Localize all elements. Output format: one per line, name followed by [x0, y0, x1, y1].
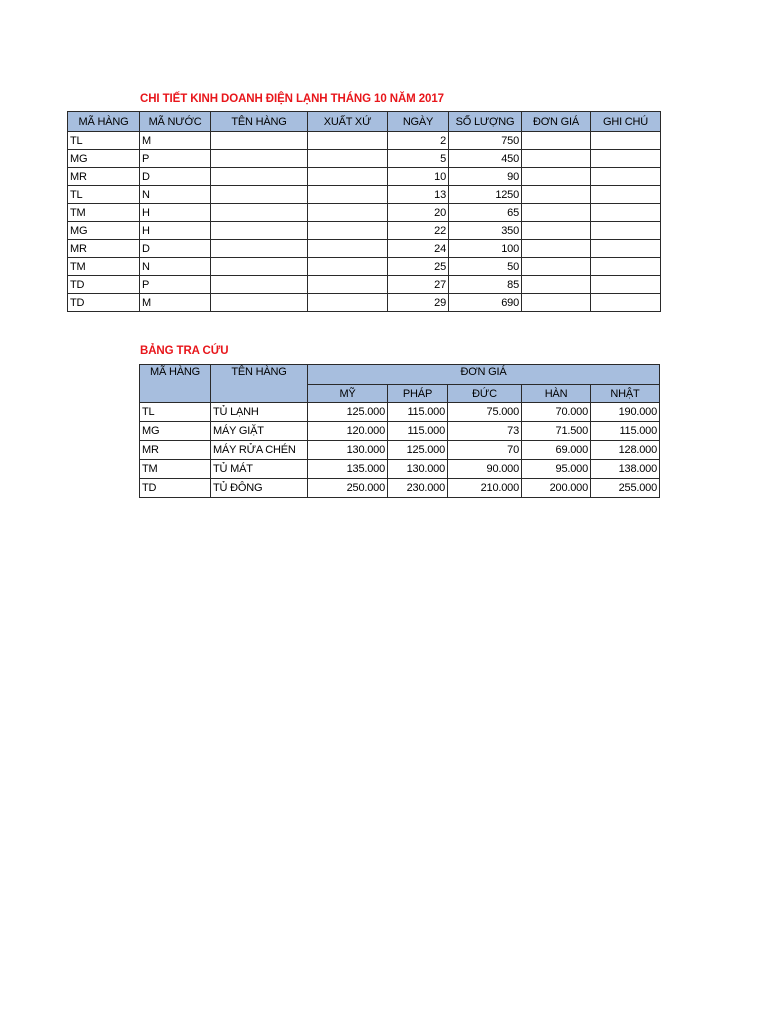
- cell-don-gia[interactable]: [522, 132, 591, 150]
- cell-ghi-chu[interactable]: [591, 240, 661, 258]
- lookup-header-duc[interactable]: ĐỨC: [448, 385, 522, 403]
- cell-don-gia[interactable]: [522, 204, 591, 222]
- cell-ten-hang[interactable]: [211, 168, 308, 186]
- cell-ten-hang[interactable]: [211, 186, 308, 204]
- lookup-header-han[interactable]: HÀN: [522, 385, 591, 403]
- cell-gia-duc[interactable]: 90.000: [448, 460, 522, 479]
- cell-ma-nuoc[interactable]: M: [140, 132, 211, 150]
- header-don-gia[interactable]: ĐƠN GIÁ: [522, 112, 591, 132]
- cell-gia-duc[interactable]: 75.000: [448, 403, 522, 422]
- cell-ten-hang[interactable]: MÁY RỬA CHÉN: [211, 441, 308, 460]
- cell-don-gia[interactable]: [522, 186, 591, 204]
- cell-ma-hang[interactable]: MG: [140, 422, 211, 441]
- header-ngay[interactable]: NGÀY: [388, 112, 449, 132]
- cell-gia-phap[interactable]: 230.000: [388, 479, 448, 498]
- cell-ngay[interactable]: 20: [388, 204, 449, 222]
- cell-xuat-xu[interactable]: [308, 150, 388, 168]
- cell-ten-hang[interactable]: TỦ LẠNH: [211, 403, 308, 422]
- cell-ngay[interactable]: 24: [388, 240, 449, 258]
- cell-gia-my[interactable]: 120.000: [308, 422, 388, 441]
- cell-so-luong[interactable]: 450: [449, 150, 522, 168]
- cell-ghi-chu[interactable]: [591, 186, 661, 204]
- cell-ten-hang[interactable]: [211, 258, 308, 276]
- cell-gia-han[interactable]: 95.000: [522, 460, 591, 479]
- lookup-header-row-1: [140, 365, 660, 385]
- cell-xuat-xu[interactable]: [308, 168, 388, 186]
- cell-ma-hang[interactable]: TM: [140, 460, 211, 479]
- table-row: [140, 441, 660, 460]
- cell-so-luong[interactable]: 350: [449, 222, 522, 240]
- cell-ma-hang[interactable]: TL: [68, 132, 140, 150]
- cell-ma-nuoc[interactable]: D: [140, 168, 211, 186]
- cell-gia-han[interactable]: 70.000: [522, 403, 591, 422]
- cell-ma-hang[interactable]: TM: [68, 204, 140, 222]
- cell-don-gia[interactable]: [522, 276, 591, 294]
- sales-detail-header-row: [68, 112, 661, 132]
- cell-ten-hang[interactable]: [211, 204, 308, 222]
- lookup-header-nhat[interactable]: NHẬT: [591, 385, 660, 403]
- header-ma-nuoc[interactable]: MÃ NƯỚC: [140, 112, 211, 132]
- sales-detail-table: [67, 111, 661, 312]
- cell-don-gia[interactable]: [522, 258, 591, 276]
- cell-ma-hang[interactable]: TL: [68, 186, 140, 204]
- cell-so-luong[interactable]: 100: [449, 240, 522, 258]
- lookup-header-ma-hang[interactable]: MÃ HÀNG: [140, 365, 211, 403]
- cell-ma-hang[interactable]: MR: [68, 168, 140, 186]
- cell-xuat-xu[interactable]: [308, 240, 388, 258]
- cell-xuat-xu[interactable]: [308, 258, 388, 276]
- sales-detail-title: CHI TIẾT KINH DOANH ĐIỆN LẠNH THÁNG 10 NĂM 2017: [140, 93, 444, 105]
- cell-don-gia[interactable]: [522, 168, 591, 186]
- cell-ghi-chu[interactable]: [591, 168, 661, 186]
- cell-so-luong[interactable]: 750: [449, 132, 522, 150]
- cell-gia-my[interactable]: 125.000: [308, 403, 388, 422]
- cell-don-gia[interactable]: [522, 240, 591, 258]
- cell-ten-hang[interactable]: TỦ ĐÔNG: [211, 479, 308, 498]
- cell-ma-hang[interactable]: TD: [68, 276, 140, 294]
- table-row: [140, 403, 660, 422]
- cell-xuat-xu[interactable]: [308, 204, 388, 222]
- header-xuat-xu[interactable]: XUẤT XỨ: [308, 112, 388, 132]
- lookup-table-title: BẢNG TRA CỨU: [140, 345, 229, 357]
- table-row: [68, 222, 661, 240]
- table-row: [68, 150, 661, 168]
- cell-ma-hang[interactable]: MR: [68, 240, 140, 258]
- cell-ma-nuoc[interactable]: H: [140, 204, 211, 222]
- cell-ghi-chu[interactable]: [591, 204, 661, 222]
- cell-gia-duc[interactable]: 210.000: [448, 479, 522, 498]
- cell-gia-my[interactable]: 135.000: [308, 460, 388, 479]
- cell-xuat-xu[interactable]: [308, 276, 388, 294]
- table-row: [68, 168, 661, 186]
- cell-gia-my[interactable]: 130.000: [308, 441, 388, 460]
- cell-ma-hang[interactable]: MR: [140, 441, 211, 460]
- cell-ten-hang[interactable]: TỦ MÁT: [211, 460, 308, 479]
- table-row: [68, 258, 661, 276]
- cell-gia-nhat[interactable]: 138.000: [591, 460, 660, 479]
- cell-ngay[interactable]: 27: [388, 276, 449, 294]
- cell-ma-hang[interactable]: TM: [68, 258, 140, 276]
- cell-ghi-chu[interactable]: [591, 222, 661, 240]
- cell-gia-nhat[interactable]: 128.000: [591, 441, 660, 460]
- header-ghi-chu[interactable]: GHI CHÚ: [591, 112, 661, 132]
- cell-gia-my[interactable]: 250.000: [308, 479, 388, 498]
- cell-ngay[interactable]: 25: [388, 258, 449, 276]
- cell-so-luong[interactable]: 50: [449, 258, 522, 276]
- cell-ma-hang[interactable]: TD: [68, 294, 140, 312]
- cell-gia-nhat[interactable]: 190.000: [591, 403, 660, 422]
- cell-ghi-chu[interactable]: [591, 258, 661, 276]
- cell-ngay[interactable]: 5: [388, 150, 449, 168]
- cell-gia-duc[interactable]: 73: [448, 422, 522, 441]
- cell-xuat-xu[interactable]: [308, 186, 388, 204]
- cell-ma-nuoc[interactable]: N: [140, 186, 211, 204]
- cell-ten-hang[interactable]: [211, 240, 308, 258]
- cell-xuat-xu[interactable]: [308, 132, 388, 150]
- table-row: [68, 276, 661, 294]
- cell-gia-han[interactable]: 71.500: [522, 422, 591, 441]
- cell-ten-hang[interactable]: MÁY GIẶT: [211, 422, 308, 441]
- cell-don-gia[interactable]: [522, 294, 591, 312]
- cell-so-luong[interactable]: 65: [449, 204, 522, 222]
- cell-gia-han[interactable]: 69.000: [522, 441, 591, 460]
- table-row: [68, 186, 661, 204]
- table-row: [68, 132, 661, 150]
- cell-ma-nuoc[interactable]: P: [140, 276, 211, 294]
- header-ma-hang[interactable]: MÃ HÀNG: [68, 112, 140, 132]
- table-row: [68, 204, 661, 222]
- cell-so-luong[interactable]: 1250: [449, 186, 522, 204]
- cell-ma-nuoc[interactable]: P: [140, 150, 211, 168]
- cell-gia-nhat[interactable]: 115.000: [591, 422, 660, 441]
- cell-ma-hang[interactable]: MG: [68, 222, 140, 240]
- table-row: [140, 422, 660, 441]
- cell-ma-nuoc[interactable]: D: [140, 240, 211, 258]
- cell-don-gia[interactable]: [522, 150, 591, 168]
- cell-ten-hang[interactable]: [211, 222, 308, 240]
- cell-xuat-xu[interactable]: [308, 294, 388, 312]
- cell-ngay[interactable]: 29: [388, 294, 449, 312]
- cell-ma-hang[interactable]: MG: [68, 150, 140, 168]
- cell-ngay[interactable]: 2: [388, 132, 449, 150]
- cell-so-luong[interactable]: 690: [449, 294, 522, 312]
- table-row: [140, 460, 660, 479]
- table-row: [68, 294, 661, 312]
- cell-gia-phap[interactable]: 130.000: [388, 460, 448, 479]
- cell-ten-hang[interactable]: [211, 276, 308, 294]
- cell-ten-hang[interactable]: [211, 150, 308, 168]
- cell-ma-hang[interactable]: TL: [140, 403, 211, 422]
- cell-ten-hang[interactable]: [211, 132, 308, 150]
- header-so-luong[interactable]: SỐ LƯỢNG: [449, 112, 522, 132]
- cell-ma-nuoc[interactable]: H: [140, 222, 211, 240]
- table-row: [140, 479, 660, 498]
- cell-gia-duc[interactable]: 70: [448, 441, 522, 460]
- lookup-header-don-gia[interactable]: ĐƠN GIÁ: [308, 365, 660, 385]
- lookup-table: [139, 364, 660, 498]
- cell-ngay[interactable]: 10: [388, 168, 449, 186]
- cell-don-gia[interactable]: [522, 222, 591, 240]
- cell-ngay[interactable]: 13: [388, 186, 449, 204]
- cell-ghi-chu[interactable]: [591, 150, 661, 168]
- cell-ma-nuoc[interactable]: M: [140, 294, 211, 312]
- cell-ma-nuoc[interactable]: N: [140, 258, 211, 276]
- cell-ngay[interactable]: 22: [388, 222, 449, 240]
- cell-so-luong[interactable]: 90: [449, 168, 522, 186]
- lookup-header-phap[interactable]: PHÁP: [388, 385, 448, 403]
- cell-ghi-chu[interactable]: [591, 132, 661, 150]
- cell-gia-han[interactable]: 200.000: [522, 479, 591, 498]
- cell-gia-phap[interactable]: 125.000: [388, 441, 448, 460]
- cell-gia-phap[interactable]: 115.000: [388, 422, 448, 441]
- header-ten-hang[interactable]: TÊN HÀNG: [211, 112, 308, 132]
- table-row: [68, 240, 661, 258]
- cell-gia-nhat[interactable]: 255.000: [591, 479, 660, 498]
- cell-ten-hang[interactable]: [211, 294, 308, 312]
- lookup-header-my[interactable]: MỸ: [308, 385, 388, 403]
- cell-ghi-chu[interactable]: [591, 276, 661, 294]
- cell-xuat-xu[interactable]: [308, 222, 388, 240]
- cell-gia-phap[interactable]: 115.000: [388, 403, 448, 422]
- cell-ghi-chu[interactable]: [591, 294, 661, 312]
- cell-ma-hang[interactable]: TD: [140, 479, 211, 498]
- lookup-header-ten-hang[interactable]: TÊN HÀNG: [211, 365, 308, 403]
- cell-so-luong[interactable]: 85: [449, 276, 522, 294]
